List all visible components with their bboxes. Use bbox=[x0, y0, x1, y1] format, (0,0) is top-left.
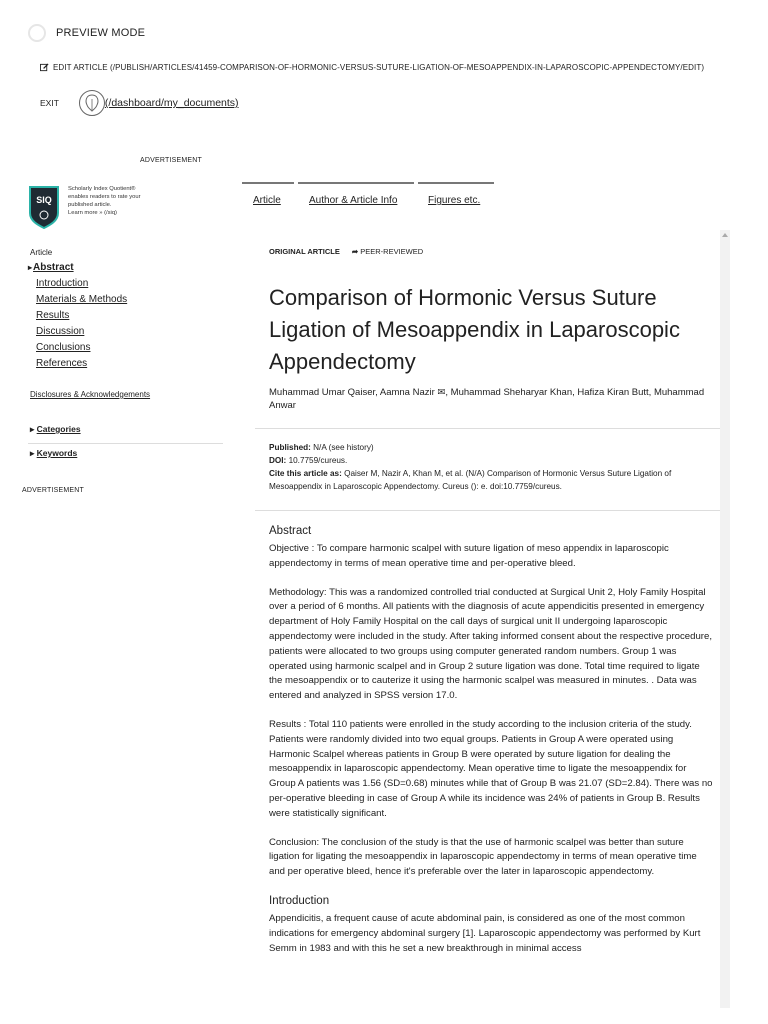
scrollbar[interactable] bbox=[720, 230, 730, 1008]
published-key: Published: bbox=[269, 443, 311, 452]
doi-row bbox=[269, 454, 714, 467]
advertisement-label: ADVERTISEMENT bbox=[22, 487, 84, 494]
doi-key: DOI: bbox=[269, 456, 287, 465]
abstract-heading: Abstract bbox=[269, 525, 312, 537]
citation-row bbox=[269, 467, 714, 493]
edit-article-label[interactable]: EDIT ARTICLE (/PUBLISH/ARTICLES/41459-COMPARISON-OF-HORMONIC-VERSUS-SUTURE-LIGATION-OF-MESOAPPENDIX-IN-LAPAROSCOPIC-APPENDECTOMY/EDIT) bbox=[53, 63, 705, 72]
peer-reviewed-label: PEER-REVIEWED bbox=[360, 247, 424, 256]
nav-item-introduction[interactable]: Introduction bbox=[36, 278, 89, 289]
published-value: N/A (see history) bbox=[310, 443, 374, 452]
siq-shield-icon bbox=[28, 185, 60, 229]
exit-row bbox=[40, 90, 239, 116]
siq-line: published article. bbox=[68, 202, 112, 208]
article-title: Comparison of Hormonic Versus Suture Ligation of Mesoappendix in Laparoscopic Appendectomy bbox=[269, 285, 680, 374]
keywords-toggle[interactable] bbox=[30, 448, 77, 459]
abstract-conclusion: Conclusion: The conclusion of the study is that the use of harmonic scalpel was better than suture ligation for ligating the mesoappendix in laparoscopic appendectomy in terms of mean operative time and per operative bleed, hence it's preferable over the later in laparoscopic appendectomy. bbox=[269, 836, 697, 878]
abstract-methodology: Methodology: This was a randomized controlled trial conducted at Surgical Unit 2, Holy Family Hospital over a period of 6 months. All patients with the diagnosis of acute appendicitis presented in emergency department of Holy Family Hospital on the call days of surgical unit II undergoing laparoscopic appendectomy were included in the study. After taking informed consent about the respective procedure, patients were allocated to two groups using computer generated random numbers. Group 1 was operated using harmonic scalpel and in Group 2 suture ligation was done. Total time required to ligate the mesoappendix or to cauterize it using the harmonic scalpel was measured in minutes. . Data was entered and analyzed in SPSS version 17.0. bbox=[269, 586, 712, 702]
article-type-label: ORIGINAL ARTICLE bbox=[269, 247, 340, 256]
abstract-results: Results : Total 110 patients were enrolled in the study according to the inclusion criteria of the study. Patients were randomly divided into two equal groups. Patients in Group A were operated using Harmonic Scalpel whereas patients in Group B were operated by suture ligation for dealing the mesoappendix in laparoscopic appendectomy. Mean operative time to ligate the mesoappendix for Group A patients was 1.56 (SD=0.68) minutes while that of Group B was 21.07 (SD=2.84). There was no per-operative bleeding in case of Group A while its incidence was 24% of patients in Group B. Results were statistically significant. bbox=[269, 718, 713, 819]
tab-article-label[interactable]: Article bbox=[253, 195, 281, 206]
published-row bbox=[269, 441, 714, 454]
introduction-heading: Introduction bbox=[269, 894, 330, 907]
siq-line: enables readers to rate your bbox=[68, 194, 141, 200]
categories-toggle[interactable] bbox=[30, 424, 81, 435]
siq-line: Scholarly Index Quotient® bbox=[68, 186, 136, 192]
nav-item-materials-methods[interactable]: Materials & Methods bbox=[36, 294, 128, 305]
pin-icon: ➦ bbox=[351, 247, 359, 256]
author-list: Muhammad Umar Qaiser, Aamna Nazir ✉, Muhammad Sheharyar Khan, Hafiza Kiran Butt, Muhammad Anwar bbox=[269, 387, 705, 411]
caret-right-icon: ▸ bbox=[30, 424, 35, 434]
scroll-up-arrow-icon[interactable] bbox=[722, 233, 728, 237]
edit-article-link[interactable] bbox=[40, 63, 704, 72]
publication-info bbox=[269, 441, 714, 493]
doi-value: 10.7759/cureus. bbox=[286, 456, 348, 465]
edit-icon bbox=[40, 63, 49, 72]
citation-key: Cite this article as: bbox=[269, 469, 342, 478]
keywords-label[interactable]: Keywords bbox=[36, 448, 78, 458]
advertisement-label: ADVERTISEMENT bbox=[140, 157, 202, 164]
tab-article[interactable] bbox=[242, 182, 294, 214]
section-divider bbox=[255, 510, 720, 511]
exit-button[interactable]: EXIT bbox=[40, 98, 59, 108]
tab-author-info-label[interactable]: Author & Article Info bbox=[309, 195, 398, 206]
article-body bbox=[269, 524, 714, 970]
article-outline-nav bbox=[30, 248, 127, 372]
siq-badge-text: SIQ bbox=[36, 195, 52, 205]
nav-item-discussion[interactable]: Discussion bbox=[36, 326, 85, 337]
caret-right-icon: ▸ bbox=[30, 448, 35, 458]
sidebar-divider bbox=[28, 443, 223, 444]
disclosures-link[interactable]: Disclosures & Acknowledgements bbox=[30, 390, 151, 399]
introduction-paragraph: Appendicitis, a frequent cause of acute abdominal pain, is considered as one of the most common indications for emergency abdominal surgery [1]. Laparoscopic appendectomy was performed by Kurt Semm in 1983 and with this he set a new breakthrough in minimal access bbox=[269, 912, 701, 954]
article-meta bbox=[269, 247, 423, 256]
nav-heading: Article bbox=[30, 248, 53, 257]
dashboard-link[interactable]: (/dashboard/my_documents) bbox=[104, 97, 239, 109]
nav-item-results[interactable]: Results bbox=[36, 310, 70, 321]
citation-value: Qaiser M, Nazir A, Khan M, et al. (N/A) Comparison of Hormonic Versus Suture Ligation of Mesoappendix in Laparoscopic Appendectomy. Cureus (): e. doi:10.7759/cureus. bbox=[269, 469, 672, 491]
tab-author-info[interactable] bbox=[298, 182, 414, 214]
preview-mode-indicator bbox=[28, 24, 145, 42]
nav-item-abstract[interactable]: ▸ Abstract bbox=[36, 260, 127, 276]
peer-reviewed-badge bbox=[352, 247, 423, 256]
siq-widget[interactable] bbox=[28, 185, 168, 229]
siq-description bbox=[68, 185, 168, 229]
abstract-objective: Objective : To compare harmonic scalpel with suture ligation of meso appendix in laparoscopic appendectomy in terms of mean operative time and per-operative bleed. bbox=[269, 543, 669, 569]
categories-label[interactable]: Categories bbox=[36, 424, 81, 434]
nav-item-references[interactable]: References bbox=[36, 358, 88, 369]
tab-figures-label[interactable]: Figures etc. bbox=[428, 195, 481, 206]
siq-learn-more-link[interactable]: Learn more » (/siq) bbox=[68, 210, 117, 216]
preview-mode-label: PREVIEW MODE bbox=[56, 27, 146, 39]
loading-spinner-icon bbox=[28, 24, 46, 42]
cureus-logo-icon[interactable] bbox=[79, 90, 105, 116]
nav-item-conclusions[interactable]: Conclusions bbox=[36, 342, 91, 353]
section-divider bbox=[255, 428, 720, 429]
tab-figures[interactable] bbox=[418, 182, 494, 214]
